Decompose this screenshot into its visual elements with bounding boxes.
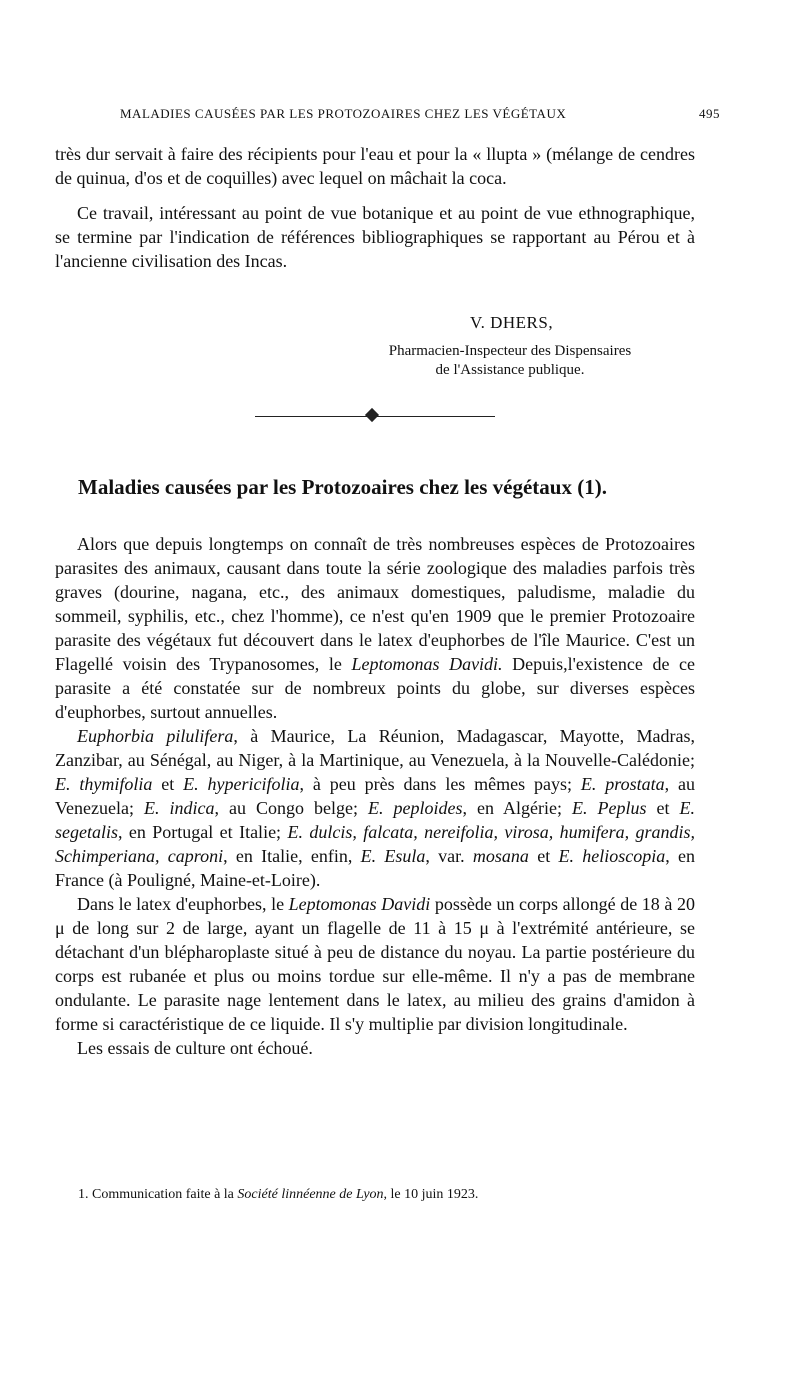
previous-article-end bbox=[55, 142, 695, 273]
article-title bbox=[78, 475, 607, 500]
running-title: MALADIES CAUSÉES PAR LES PROTOZOAIRES CHEZ LES VÉGÉTAUX bbox=[120, 106, 567, 121]
title-note: (1). bbox=[577, 475, 607, 499]
paragraph: Dans le latex d'euphorbes, le Leptomonas Davidi possède un corps allongé de 18 à 20 μ de long sur 2 de large, ayant un flagelle de 11 à 15 μ à l'extrémité antérieure, se détachant d'un blépharoplaste situé à peu de distance du noyau. La partie postérieure du corps est rubanée et plus ou moins tordue sur elle-même. Il n'y a pas de membrane ondulante. Le parasite nage lentement dans le latex, au milieu des grains d'amidon à forme si caractéristique de ce liquide. Il s'y multiplie par division longitudinale. bbox=[55, 894, 695, 1034]
paragraph: Les essais de culture ont échoué. bbox=[77, 1038, 313, 1058]
signature-line: de l'Assistance publique. bbox=[435, 362, 585, 378]
title-text: Maladies causées par les Protozoaires chez les végétaux bbox=[78, 475, 572, 499]
page-number: 495 bbox=[699, 106, 720, 121]
signature-line: Pharmacien-Inspecteur des Dispensaires bbox=[388, 343, 632, 359]
footnote: 1. Communication faite à la Société linnéenne de Lyon, le 10 juin 1923. bbox=[78, 1187, 479, 1202]
paragraph: très dur servait à faire des récipients pour l'eau et pour la « llupta » (mélange de cendres de quinua, d'os et de coquilles) avec lequel on mâchait la coca. bbox=[55, 144, 695, 188]
signature-name: V. DHERS, bbox=[470, 313, 554, 332]
running-header bbox=[120, 106, 720, 122]
paragraph: Euphorbia pilulifera, à Maurice, La Réunion, Madagascar, Mayotte, Madras, Zanzibar, au Sénégal, au Niger, à la Martinique, au Venezuela, à la Nouvelle-Calédonie; E. thymifolia et E. hypericifolia, à peu près dans les mêmes pays; E. prostata, au Venezuela; E. indica, au Congo belge; E. peploides, en Algérie; E. Peplus et E. segetalis, en Portugal et Italie; E. dulcis, falcata, nereifolia, virosa, humifera, grandis, Schimperiana, caproni, en Italie, enfin, E. Esula, var. mosana et E. helioscopia, en France (à Pouligné, Maine-et-Loire). bbox=[55, 726, 696, 890]
divider-ornament bbox=[365, 408, 379, 422]
paragraph: Alors que depuis longtemps on connaît de très nombreuses espèces de Protozoaires parasites des animaux, causant dans toute la série zoologique des maladies parfois très graves (dourine, nagana, etc., des animaux domestiques, paludisme, maladie du sommeil, syphilis, etc., chez l'homme), ce n'est qu'en 1909 que le premier Protozoaire parasite des végétaux fut découvert dans le latex d'euphorbes de l'île Maurice. C'est un Flagellé voisin des Trypanosomes, le Leptomonas Davidi. Depuis,l'existence de ce parasite a été constatée sur de nombreux points du globe, sur diverses espèces d'euphorbes, surtout annuelles. bbox=[55, 534, 696, 722]
paragraph: Ce travail, intéressant au point de vue botanique et au point de vue ethnographique, se termine par l'indication de références bibliographiques se rapportant au Pérou et à l'ancienne civilisation des Incas. bbox=[55, 203, 695, 271]
signature-affiliation bbox=[330, 342, 690, 380]
article-body bbox=[55, 532, 695, 1060]
